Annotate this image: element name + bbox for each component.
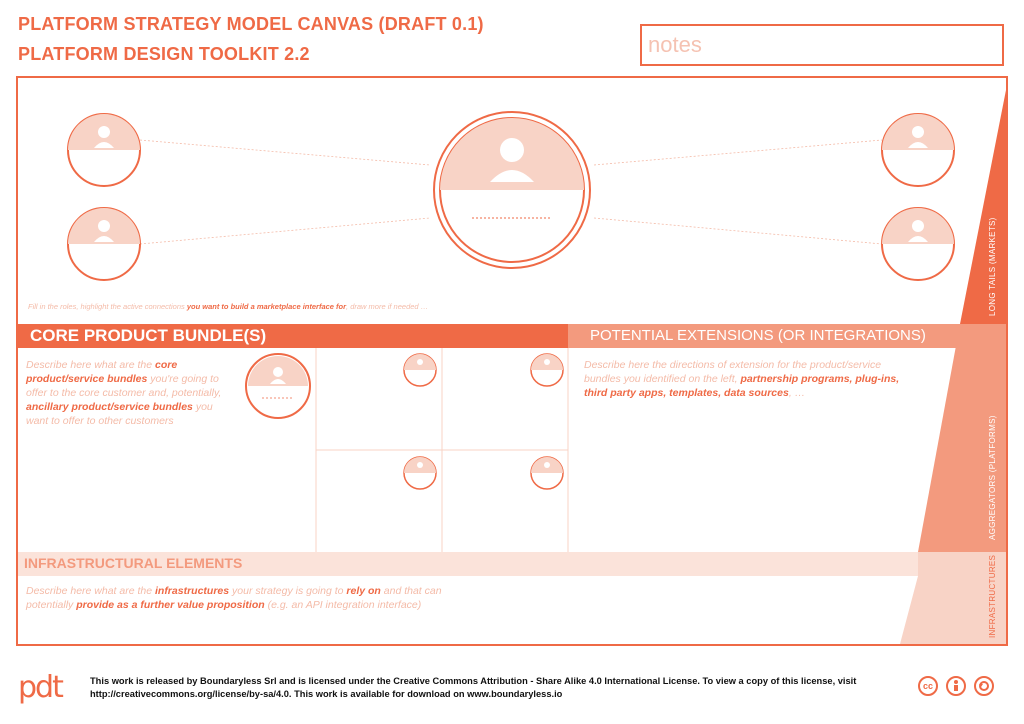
infrastructure-desc: Describe here what are the infrastructures your strategy is going to rely on and that can potentially provide as a further value proposition (e.g. an API integration interface) xyxy=(26,585,442,611)
cc-icon: cc xyxy=(918,676,938,696)
extensions-title: POTENTIAL EXTENSIONS (OR INTEGRATIONS) xyxy=(590,327,926,344)
infrastructure-title: INFRASTRUCTURAL ELEMENTS xyxy=(24,555,243,571)
infrastructures-label: INFRASTRUCTURES xyxy=(988,554,997,638)
notes-field[interactable]: notes xyxy=(640,24,1004,66)
share-alike-icon xyxy=(974,676,994,696)
canvas-subtitle: PLATFORM DESIGN TOOLKIT 2.2 xyxy=(18,44,310,64)
license-line-2: http://creativecommons.org/license/by-sa/4.0. This work is available for download on www.boundaryless.io xyxy=(90,689,563,699)
canvas-title: PLATFORM STRATEGY MODEL CANVAS (DRAFT 0.1) xyxy=(18,14,484,34)
core-bundle-desc: Describe here what are the core product/service bundles you're going to offer to the core customer and, potentially, ancillary product/service bundles you want to offer to other customers xyxy=(26,359,222,427)
license-line-1: This work is released by Boundaryless Srl and is licensed under the Creative Commons Attribution - Share Alike 4.0 International License. To view a copy of this license, visit xyxy=(90,676,857,686)
attribution-icon xyxy=(946,676,966,696)
extensions-desc: Describe here the directions of extension for the product/service bundles you identified on the left, partnership programs, plug-ins, third party apps, templates, data sources, … xyxy=(584,359,900,399)
aggregators-label: AGGREGATORS (PLATFORMS) xyxy=(988,415,997,540)
pdt-logo: pdt xyxy=(18,670,62,705)
core-bundle-title: CORE PRODUCT BUNDLE(S) xyxy=(30,326,267,345)
long-tails-label: LONG TAILS (MARKETS) xyxy=(988,217,997,316)
roles-instruction: Fill in the roles, highlight the active connections you want to build a marketplace interface for, draw more if needed … xyxy=(28,302,429,311)
license-text xyxy=(90,675,890,701)
